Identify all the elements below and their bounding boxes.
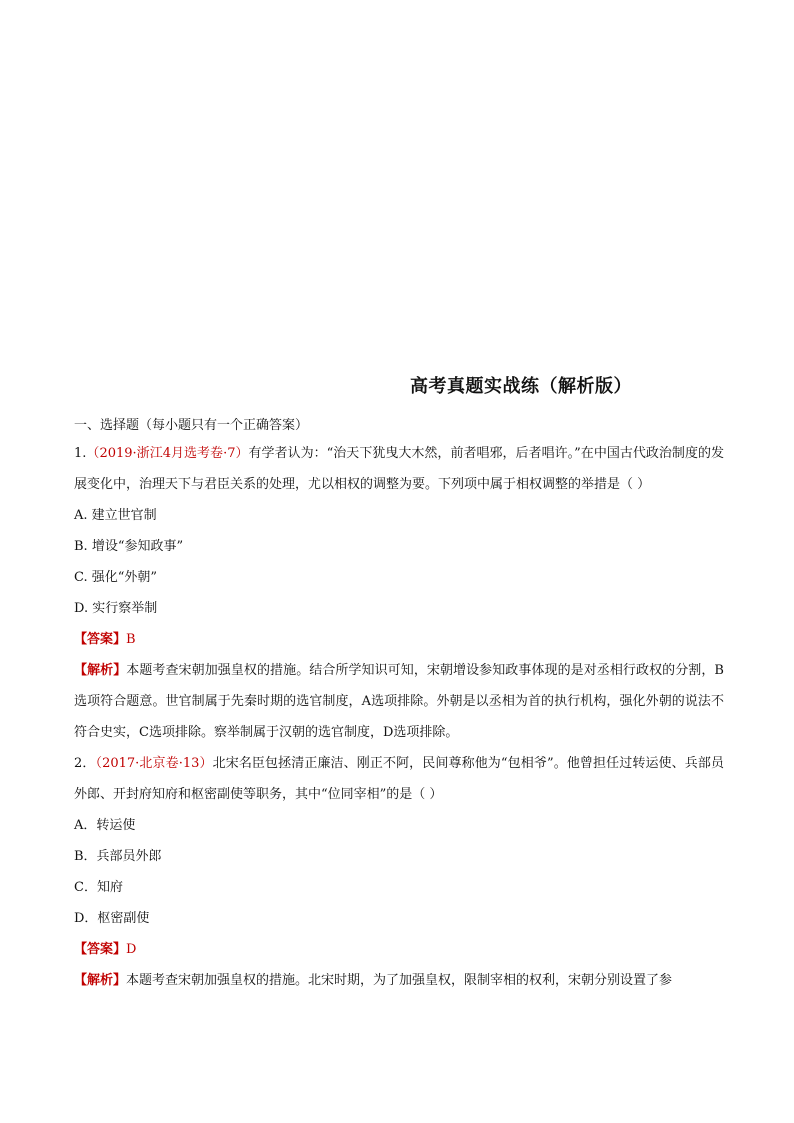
question-text: 有学者认为：“治天下犹曳大木然，前者唱邪，后者唱许。”在中国古代政治制度的发展变化中，治理天下与君臣关系的处理，尤以相权的调整为要。下列项中属于相权调整的举措是（ ）: [74, 446, 724, 492]
option-b: B．兵部员外郎: [74, 849, 162, 864]
page-title: 高考真题实战练（解析版）: [410, 376, 632, 397]
option-b: B. 增设“参知政事”: [74, 539, 184, 554]
question-number: 1.: [74, 446, 87, 461]
option-c: C．知府: [74, 880, 123, 895]
question-2: [74, 748, 724, 996]
question-text: 北宋名臣包拯清正廉洁、刚正不阿，民间尊称他为“包相爷”。他曾担任过转运使、兵部员外郎、开封府知府和枢密副使等职务，其中“位同宰相”的是（ ）: [74, 756, 724, 802]
option-c: C. 强化“外朝”: [74, 570, 158, 585]
answer-value: B: [126, 632, 136, 647]
analysis-text: 本题考查宋朝加强皇权的措施。结合所学知识可知，宋朝增设参知政事体现的是对丞相行政权的分割，B选项符合题意。世官制属于先秦时期的选官制度，A选项排除。外朝是以丞相为首的执行机构，强化外朝的说法不符合史实，C选项排除。察举制属于汉朝的选官制度，D选项排除。: [74, 663, 724, 740]
analysis-text: 本题考查宋朝加强皇权的措施。北宋时期，为了加强皇权，限制宰相的权利，宋朝分别设置了参: [126, 973, 673, 988]
question-stem: [74, 748, 724, 810]
analysis-paragraph: [74, 965, 724, 996]
option-a: A. 建立世官制: [74, 508, 157, 523]
answer-value: D: [126, 942, 137, 957]
analysis-label: 【解析】: [74, 663, 127, 678]
section-heading: 一、选择题（每小题只有一个正确答案）: [74, 418, 309, 433]
question-1: [74, 438, 724, 748]
question-source: （2017·北京卷·13）: [95, 756, 213, 771]
question-source: （2019·浙江4月选考卷·7）: [86, 446, 249, 461]
answer-line: [74, 624, 724, 655]
option-a: A．转运使: [74, 818, 136, 833]
analysis-label: 【解析】: [74, 973, 127, 988]
answer-line: [74, 934, 724, 965]
analysis-paragraph: [74, 655, 724, 748]
option-d: D. 实行察举制: [74, 601, 158, 616]
answer-label: 【答案】: [74, 942, 127, 957]
question-number: 2．: [74, 756, 96, 771]
answer-label: 【答案】: [74, 632, 127, 647]
question-stem: [74, 438, 724, 500]
option-d: D．枢密副使: [74, 911, 150, 926]
question-list: [74, 438, 724, 996]
